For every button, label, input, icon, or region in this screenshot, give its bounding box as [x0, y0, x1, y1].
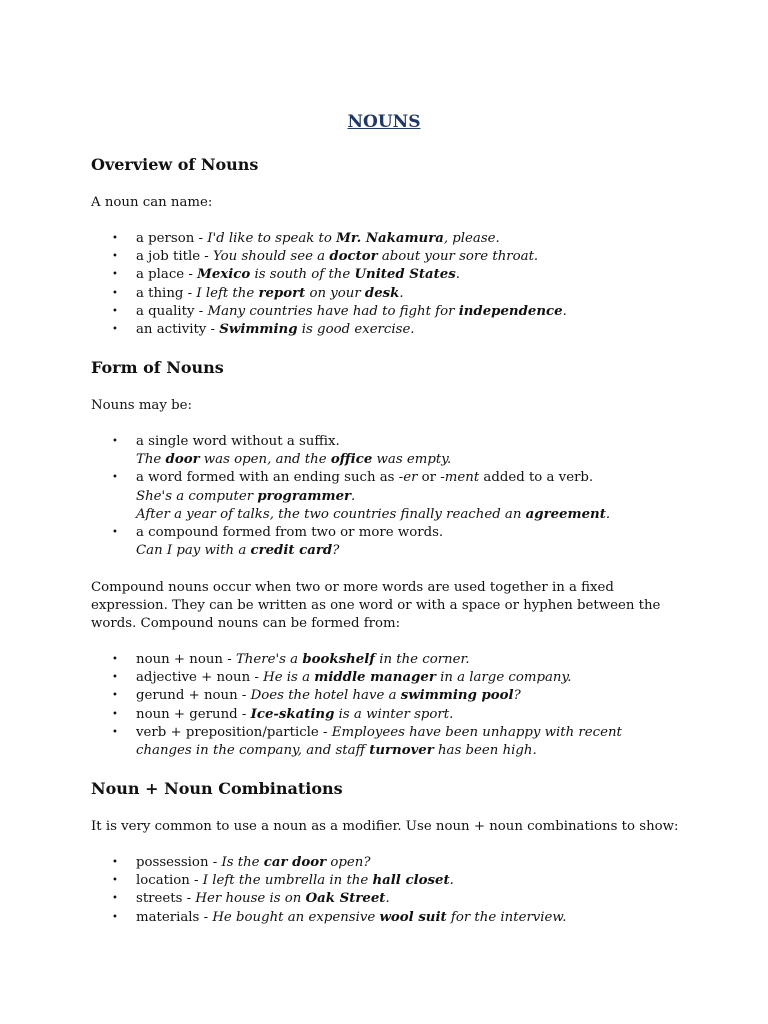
combinations-intro: It is very common to use a noun as a modifier. Use noun + noun combinations to show: [91, 819, 679, 834]
list-item: • a word formed with an ending such as -er or -ment added to a verb. She's a computer programmer. After a year of talks, the two countries finally reached an agreement. [91, 469, 691, 524]
section-heading-form: Form of Nouns [91, 358, 224, 377]
list-item: • streets - Her house is on Oak Street. [112, 891, 390, 907]
list-item: • materials - He bought an expensive wool suit for the interview. [112, 909, 567, 925]
list-item: • noun + gerund - Ice-skating is a winter sport. [112, 706, 454, 722]
list-item: • a job title - You should see a doctor about your sore throat. [112, 249, 539, 265]
form-list [91, 433, 691, 560]
list-item: • noun + noun - There's a bookshelf in the corner. [112, 652, 470, 667]
example-sentence: Can I pay with a credit card? [136, 543, 340, 559]
section-heading-combinations: Noun + Noun Combinations [91, 779, 343, 798]
example-sentence: She's a computer programmer. [136, 488, 356, 504]
list-item: • a thing - I left the report on your desk. [112, 285, 404, 301]
compound-list [91, 651, 691, 760]
list-item: • gerund + noun - Does the hotel have a swimming pool? [112, 688, 521, 704]
list-item: • an activity - Swimming is good exercise. [112, 322, 415, 338]
overview-list [91, 230, 691, 339]
section-heading-overview: Overview of Nouns [91, 155, 259, 174]
list-item: • a place - Mexico is south of the United States. [112, 267, 460, 283]
overview-intro: A noun can name: [91, 195, 213, 210]
list-item: • adjective + noun - He is a middle manager in a large company. [112, 670, 572, 686]
list-item: • a single word without a suffix. The door was open, and the office was empty. [91, 433, 691, 469]
list-item: • a person - I'd like to speak to Mr. Nakamura, please. [112, 231, 500, 246]
list-item: • a quality - Many countries have had to fight for independence. [112, 303, 567, 319]
example-sentence: After a year of talks, the two countries finally reached an agreement. [136, 506, 611, 522]
example-sentence: The door was open, and the office was empty. [136, 452, 452, 468]
list-item: • location - I left the umbrella in the hall closet. [112, 873, 454, 889]
form-intro: Nouns may be: [91, 398, 192, 413]
page-title: NOUNS [347, 112, 421, 132]
list-item: • possession - Is the car door open? [112, 855, 371, 870]
list-item: • verb + preposition/particle - Employees have been unhappy with recent changes in the company, and staff turnover has been high. [112, 724, 622, 759]
compound-paragraph: Compound nouns occur when two or more words are used together in a fixed expression. They can be written as one word or with a space or hyphen between the words. Compound nouns can be formed from: [91, 580, 661, 631]
list-item: • a compound formed from two or more words. Can I pay with a credit card? [91, 524, 691, 560]
combinations-list [91, 854, 691, 927]
